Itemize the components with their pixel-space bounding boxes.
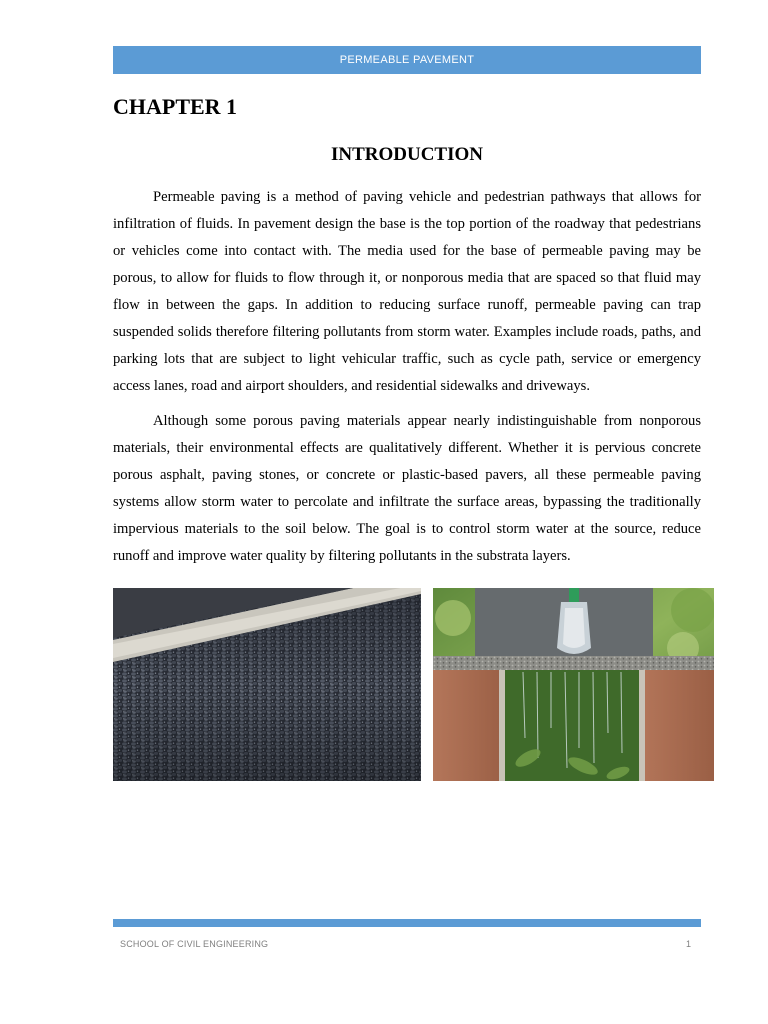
porous-asphalt-photo-icon bbox=[113, 588, 421, 781]
section-title: INTRODUCTION bbox=[330, 144, 484, 165]
porous-asphalt-image bbox=[113, 588, 421, 781]
footer-school-name: SCHOOL OF CIVIL ENGINEERING bbox=[120, 939, 269, 949]
pervious-concrete-image bbox=[433, 588, 714, 781]
pervious-concrete-water-test-photo-icon bbox=[433, 588, 714, 781]
header-bar: PERMEABLE PAVEMENT bbox=[113, 46, 701, 74]
footer-page-number: 1 bbox=[686, 939, 692, 949]
paragraph-2: Although some porous paving materials appear nearly indistinguishable from nonporous materials, their environmental effects are qualitatively different. Whether it is pervious concrete porous asphalt, paving stones, or concrete or plastic-based pavers, all these permeable paving systems allow storm water to percolate and infiltrate the surface areas, bypassing the traditionally impervious materials to the soil below. The goal is to control storm water at the source, reduce runoff and improve water quality by filtering pollutants in the substrata layers. bbox=[113, 413, 701, 564]
chapter-title: CHAPTER 1 bbox=[113, 94, 238, 119]
paragraph-1: Permeable paving is a method of paving vehicle and pedestrian pathways that allows for infiltration of fluids. In pavement design the base is the top portion of the roadway that pedestrians or vehicles come into contact with. The media used for the base of permeable paving may be porous, to allow for fluids to flow through it, or nonporous media that are spaced so that fluid may flow in between the gaps. In addition to reducing surface runoff, permeable paving can trap suspended solids therefore filtering pollutants from storm water. Examples include roads, paths, and parking lots that are subject to light vehicular traffic, such as cycle path, service or emergency access lanes, road and airport shoulders, and residential sidewalks and driveways. bbox=[113, 189, 701, 394]
footer-bar bbox=[113, 919, 701, 927]
